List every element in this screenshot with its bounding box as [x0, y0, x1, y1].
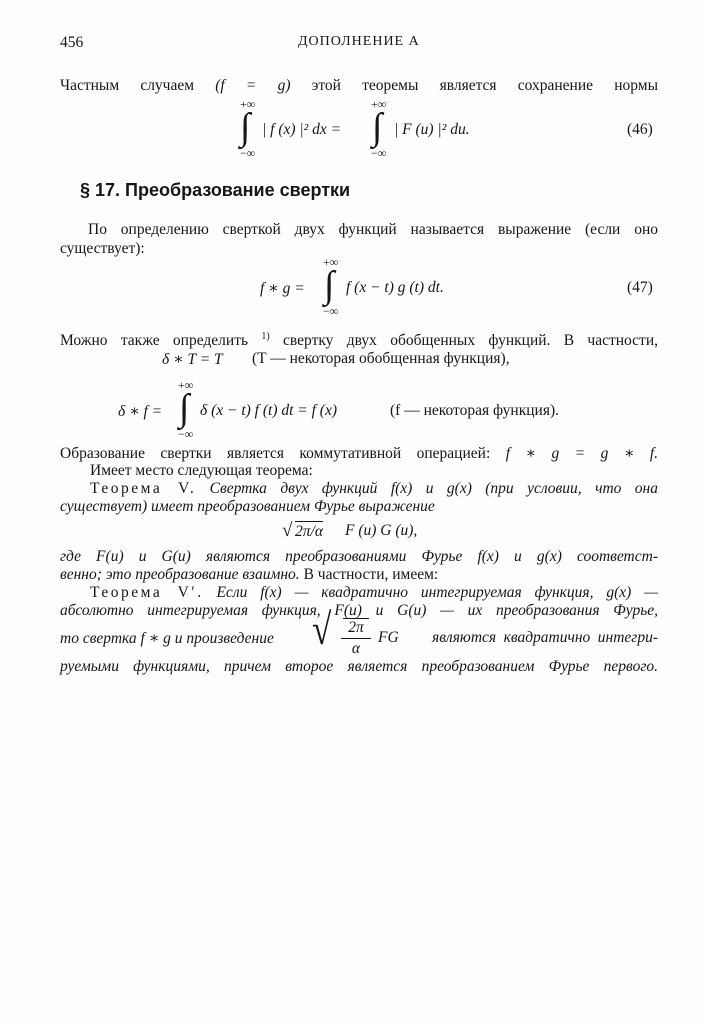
condition-formula: (f = g)	[215, 77, 291, 94]
commutativity-formula: f ∗ g = g ∗ f.	[505, 445, 658, 462]
fraction-denominator: α	[351, 640, 361, 657]
integral-lower-limit: −∞	[323, 304, 339, 318]
integral-upper-limit: +∞	[178, 378, 194, 392]
integral-sign: ∫	[324, 264, 335, 306]
paragraph-norm-preservation: Частным случаем (f = g) этой теоремы является сохранение нормы	[60, 77, 658, 94]
integral-sign: ∫	[240, 106, 251, 148]
theorem-label: Теорема V.	[90, 480, 197, 497]
line-text: являются квадратично интегри-	[432, 629, 658, 646]
theorem-5-line4: венно; это преобразование взаимно. В частности, имеем:	[60, 566, 439, 583]
fraction-numerator: 2π	[343, 618, 369, 637]
theorem-5prime-line1: Теорема V′. Если f(x) — квадратично интегрируемая функция, g(x) —	[90, 584, 659, 601]
equation-number: (47)	[627, 279, 653, 296]
paragraph-commutative: Образование свертки является коммутативной операцией: f ∗ g = g ∗ f.	[60, 445, 658, 462]
formula-fg: FG	[378, 629, 399, 646]
fraction-bar	[341, 638, 371, 639]
theorem-5prime-line4: руемыми функциями, причем второе является преобразованием Фурье первого.	[60, 658, 658, 675]
integral-lower-limit: −∞	[240, 146, 256, 160]
formula-rest: F (u) G (u),	[345, 522, 418, 539]
running-title: ДОПОЛНЕНИЕ А	[298, 34, 420, 49]
integral-lower-limit: −∞	[178, 427, 194, 441]
integral-upper-limit: +∞	[323, 255, 339, 269]
integral-sign: ∫	[372, 106, 383, 148]
equation-number: (46)	[627, 121, 653, 138]
equation-lhs: f ∗ g =	[260, 280, 305, 297]
sqrt-sign: √	[282, 520, 293, 541]
equation-lhs: δ ∗ f =	[118, 403, 163, 420]
integral-lower-limit: −∞	[371, 146, 387, 160]
paragraph-theorem-intro: Имеет место следующая теорема:	[90, 462, 313, 479]
theorem-5prime-line2: абсолютно интегрируемая функция, F(u) и G(u) — их преобразования Фурье,	[60, 602, 658, 619]
theorem-5-line3: где F(u) и G(u) являются преобразованиями Фурье f(x) и g(x) соответст-	[60, 548, 658, 565]
paragraph-definition-line1: По определению сверткой двух функций называется выражение (если оно	[88, 221, 658, 238]
equation-note: (f — некоторая функция).	[390, 402, 559, 419]
equation-rhs: δ (x − t) f (t) dt = f (x)	[200, 402, 338, 419]
integral-sign: ∫	[179, 387, 190, 429]
equation-formula: δ ∗ T = T	[162, 351, 223, 368]
sqrt-sign: √	[312, 605, 332, 654]
section-heading: § 17. Преобразование свертки	[80, 180, 351, 200]
line-text: то свертка f ∗ g и произведение	[60, 630, 274, 647]
theorem-5-line2: существует) имеет преобразованием Фурье выражение	[60, 498, 435, 515]
theorem-label: Теорема V′.	[90, 584, 204, 601]
integral-upper-limit: +∞	[371, 97, 387, 111]
footnote-marker: 1)	[261, 331, 270, 342]
paragraph-definition-line2: существует):	[60, 240, 145, 257]
equation-note: (T — некоторая обобщенная функция),	[252, 350, 510, 367]
equation-lhs: | f (x) |² dx =	[262, 121, 342, 138]
page-number: 456	[60, 34, 84, 51]
sqrt-radicand: 2π/α	[295, 523, 323, 540]
paragraph-generalized: Можно также определить $^{1)}$ свертку двух обобщенных функций. В частности,	[60, 331, 658, 350]
integral-upper-limit: +∞	[240, 97, 256, 111]
equation-rhs: f (x − t) g (t) dt.	[346, 279, 444, 296]
equation-rhs: | F (u) |² du.	[394, 121, 470, 138]
theorem-5-line1: Теорема V. Свертка двух функций f(x) и g(x) (при условии, что она	[90, 480, 659, 497]
